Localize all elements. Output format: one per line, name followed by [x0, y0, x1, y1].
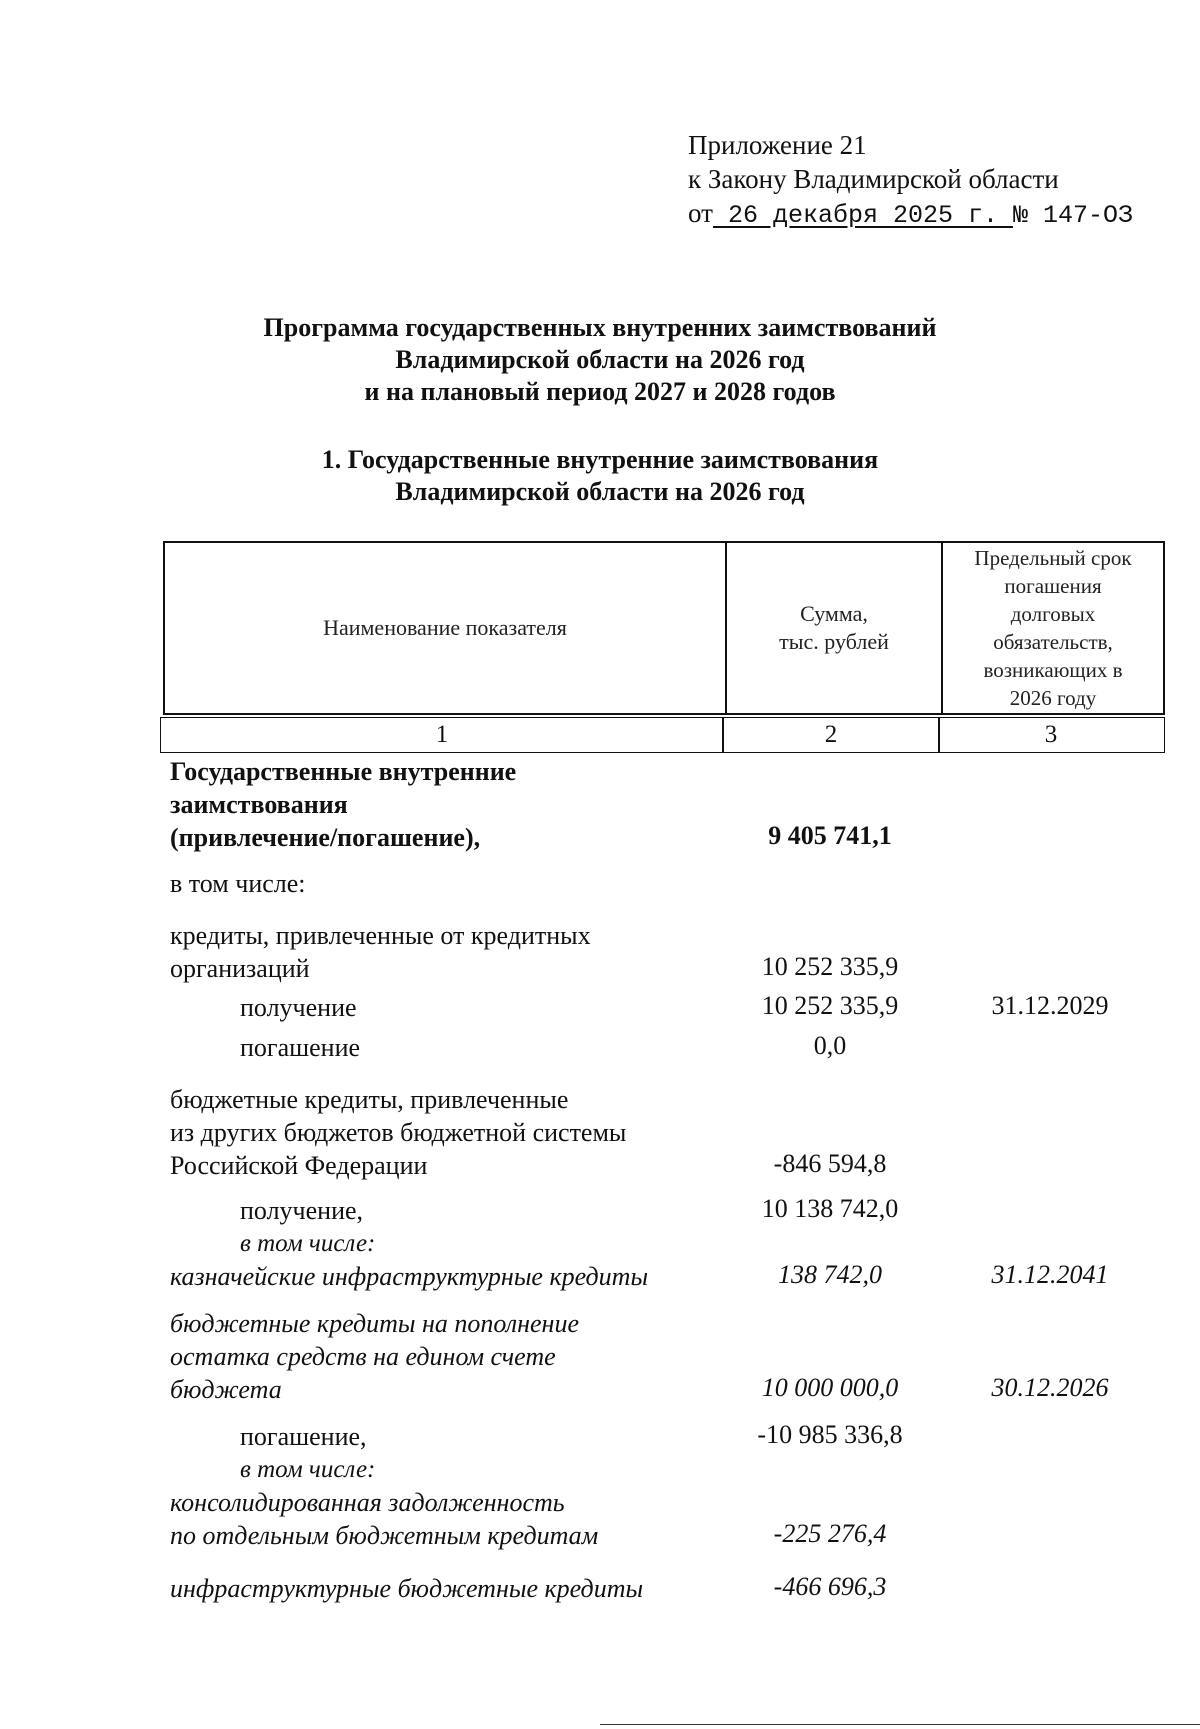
row-treasury-term: 31.12.2041 [991, 1260, 1109, 1289]
appendix-line3 [688, 196, 1133, 233]
row-budget-repayment-amount: -10 985 336,8 [757, 1420, 903, 1449]
appendix-line1: Приложение 21 [688, 130, 867, 160]
row-total-amount: 9 405 741,1 [768, 821, 892, 850]
row-consolidated-label-2: по отдельным бюджетным кредитам [170, 1521, 599, 1550]
row-receipt-label: получение [240, 993, 357, 1022]
row-consolidated-amount: -225 276,4 [773, 1519, 887, 1548]
row-total-label-3: (привлечение/погашение), [170, 823, 481, 852]
document-title [0, 312, 1200, 408]
row-budget-label-3: Российской Федерации [170, 1151, 428, 1180]
row-credit-org-label-1: кредиты, привлеченные от кредитных [170, 921, 591, 950]
row-budget-receipt-amount: 10 138 742,0 [761, 1194, 899, 1223]
appendix-number: № 147-ОЗ [1013, 201, 1134, 230]
row-budget-receipt-label: получение, [240, 1196, 364, 1225]
row-replenish-amount: 10 000 000,0 [761, 1373, 899, 1402]
row-budget-label-2: из других бюджетов бюджетной системы [170, 1118, 627, 1147]
header-sum: Сумма, тыс. рублей [779, 601, 889, 654]
row-replenish-term: 30.12.2026 [991, 1373, 1109, 1402]
appendix-prefix: от [688, 198, 713, 228]
row-infra-label: инфраструктурные бюджетные кредиты [170, 1574, 644, 1603]
row-receipt-amount: 10 252 335,9 [761, 991, 899, 1020]
row-budget-repayment-including: в том числе: [240, 1456, 376, 1483]
row-credit-org-label-2: организаций [170, 954, 310, 983]
section-line2: Владимирской области на 2026 год [395, 477, 805, 506]
row-repayment-amount: 0,0 [813, 1031, 847, 1060]
row-replenish-label-3: бюджета [170, 1375, 282, 1404]
row-including: в том числе: [170, 869, 306, 898]
column-number-row [160, 717, 1165, 753]
appendix-date: 26 декабря 2025 г. [727, 201, 999, 230]
column-number-2: 2 [824, 721, 838, 748]
row-credit-org-amount: 10 252 335,9 [761, 952, 899, 981]
row-budget-receipt-including: в том числе: [240, 1230, 376, 1257]
page-bottom-rule [600, 1724, 1200, 1725]
table-header [163, 541, 1165, 715]
row-receipt-term: 31.12.2029 [991, 991, 1109, 1020]
row-total-label-1: Государственные внутренние [170, 757, 517, 786]
row-replenish-label-1: бюджетные кредиты на пополнение [170, 1309, 579, 1338]
title-line1: Программа государственных внутренних заимствований [263, 313, 937, 342]
section-line1: 1. Государственные внутренние заимствования [321, 445, 879, 474]
row-budget-label-1: бюджетные кредиты, привлеченные [170, 1085, 569, 1114]
row-treasury-amount: 138 742,0 [778, 1260, 882, 1289]
header-term: Предельный срок погашения долговых обязательств, возникающих в 2026 году [974, 546, 1132, 710]
row-consolidated-label-1: консолидированная задолженность [170, 1488, 565, 1517]
row-treasury-label: казначейские инфраструктурные кредиты [170, 1262, 649, 1291]
row-budget-repayment-label: погашение, [240, 1422, 367, 1451]
row-budget-amount: -846 594,8 [773, 1149, 887, 1178]
appendix-block [688, 128, 1133, 233]
header-name: Наименование показателя [323, 615, 567, 640]
column-number-1: 1 [435, 721, 449, 748]
row-total-label-2: заимствования [170, 790, 348, 819]
section-title [0, 444, 1200, 508]
appendix-line2: к Закону Владимирской области [688, 164, 1059, 194]
row-replenish-label-2: остатка средств на едином счете [170, 1342, 556, 1371]
row-infra-amount: -466 696,3 [773, 1572, 887, 1601]
column-number-3: 3 [1044, 721, 1058, 748]
title-line3: и на плановый период 2027 и 2028 годов [364, 377, 836, 406]
title-line2: Владимирской области на 2026 год [395, 345, 805, 374]
row-repayment-label: погашение [240, 1033, 361, 1062]
